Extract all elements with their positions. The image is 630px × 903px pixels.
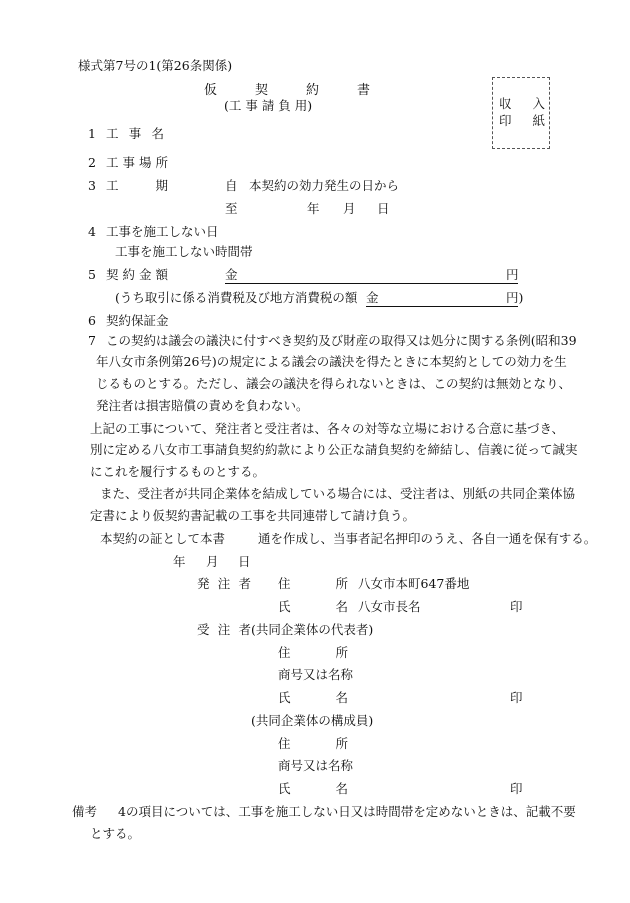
item-1-number: 1 xyxy=(88,126,96,141)
contractor-address-label: 住 所 xyxy=(278,645,348,660)
stamp-label-line1: 収 入 xyxy=(499,96,545,111)
term-from-text: 本契約の効力発生の日から xyxy=(249,178,400,193)
item-2-number: 2 xyxy=(88,155,96,170)
item-7-line-3: じるものとする。ただし、議会の議決を得られないときは、この契約は無効となり、 xyxy=(96,376,572,391)
item-5-number: 5 xyxy=(88,267,96,282)
tax-amount-prefix: (うち取引に係る消費税及び地方消費税の額 xyxy=(115,290,358,305)
remarks-line-2: とする。 xyxy=(90,826,141,841)
orderer-address-label: 住 所 xyxy=(278,576,348,591)
item-2-label: 工 事 場 所 xyxy=(106,155,168,170)
item-7-line-1: この契約は議会の議決に付すべき契約及び財産の取得又は処分に関する条例(昭和39 xyxy=(106,333,577,348)
item-3-label: 工 期 xyxy=(106,178,168,193)
tax-amount-underline xyxy=(366,306,518,307)
term-to-year: 年 xyxy=(307,201,320,216)
orderer-name-label: 氏 名 xyxy=(278,599,348,614)
item-6-number: 6 xyxy=(88,313,96,328)
term-to-label: 至 xyxy=(225,201,238,216)
item-6-label: 契約保証金 xyxy=(106,313,169,328)
body-p1-line-3: にこれを履行するものとする。 xyxy=(90,464,266,479)
contractor-role: 受 注 者 xyxy=(197,622,251,637)
term-from-label: 自 xyxy=(225,178,238,193)
contract-amount-kin: 金 xyxy=(225,267,238,282)
form-id: 様式第7号の1(第26条関係) xyxy=(78,58,233,73)
contractor-name-label: 氏 名 xyxy=(278,690,348,705)
date-year: 年 xyxy=(173,554,186,569)
body-p2-line-2: 定書により仮契約書記載の工事を共同連帯して請け負う。 xyxy=(90,508,416,523)
body-p3-part-b: 通を作成し、当事者記名押印のうえ、各自一通を保有する。 xyxy=(258,531,597,546)
item-1-label: 工 事 名 xyxy=(106,126,164,141)
orderer-role: 発 注 者 xyxy=(197,576,251,591)
remarks-label: 備考 xyxy=(72,804,98,819)
tax-amount-kin: 金 xyxy=(366,290,379,305)
item-4-number: 4 xyxy=(88,224,96,239)
contractor-seal: 印 xyxy=(510,690,523,705)
body-p3-part-a: 本契約の証として本書 xyxy=(100,531,226,546)
orderer-seal: 印 xyxy=(510,599,523,614)
orderer-name-value: 八女市長名 xyxy=(358,599,421,614)
item-5-label: 契 約 金 額 xyxy=(106,267,168,282)
item-4-sub-label: 工事を施工しない時間帯 xyxy=(115,244,253,259)
contract-amount-underline xyxy=(225,283,518,284)
item-4-label: 工事を施工しない日 xyxy=(106,224,219,239)
member-address-label: 住 所 xyxy=(278,736,348,751)
date-month: 月 xyxy=(206,554,219,569)
member-seal: 印 xyxy=(510,781,523,796)
date-day: 日 xyxy=(238,554,251,569)
body-p2-line-1: また、受注者が共同企業体を結成している場合には、受注者は、別紙の共同企業体協 xyxy=(100,486,576,501)
member-role-note: (共同企業体の構成員) xyxy=(251,713,374,728)
term-to-month: 月 xyxy=(343,201,356,216)
item-3-number: 3 xyxy=(88,178,96,193)
item-7-line-4: 発注者は損害賠償の責めを負わない。 xyxy=(96,398,309,413)
contract-amount-yen: 円 xyxy=(506,267,519,282)
term-to-day: 日 xyxy=(377,201,390,216)
member-company-label: 商号又は名称 xyxy=(278,758,354,773)
orderer-address-value: 八女市本町647番地 xyxy=(358,576,470,591)
tax-amount-yen: 円) xyxy=(506,290,524,305)
item-7-line-2: 年八女市条例第26号)の規定による議会の議決を得たときに本契約としての効力を生 xyxy=(96,354,567,369)
document-title: 仮 契 約 書 xyxy=(204,83,370,98)
member-name-label: 氏 名 xyxy=(278,781,348,796)
contractor-role-note: (共同企業体の代表者) xyxy=(251,622,374,637)
contractor-company-label: 商号又は名称 xyxy=(278,667,354,682)
item-7-number: 7 xyxy=(88,333,96,348)
body-p1-line-1: 上記の工事について、発注者と受注者は、各々の対等な立場における合意に基づき、 xyxy=(90,421,565,436)
document-subtitle: (工 事 請 負 用) xyxy=(224,98,313,113)
remarks-line-1: 4の項目については、工事を施工しない日又は時間帯を定めないときは、記載不要 xyxy=(118,804,576,819)
body-p1-line-2: 別に定める八女市工事請負契約約款により公正な請負契約を締結し、信義に従って誠実 xyxy=(90,442,578,457)
stamp-label-line2: 印 紙 xyxy=(499,113,545,128)
